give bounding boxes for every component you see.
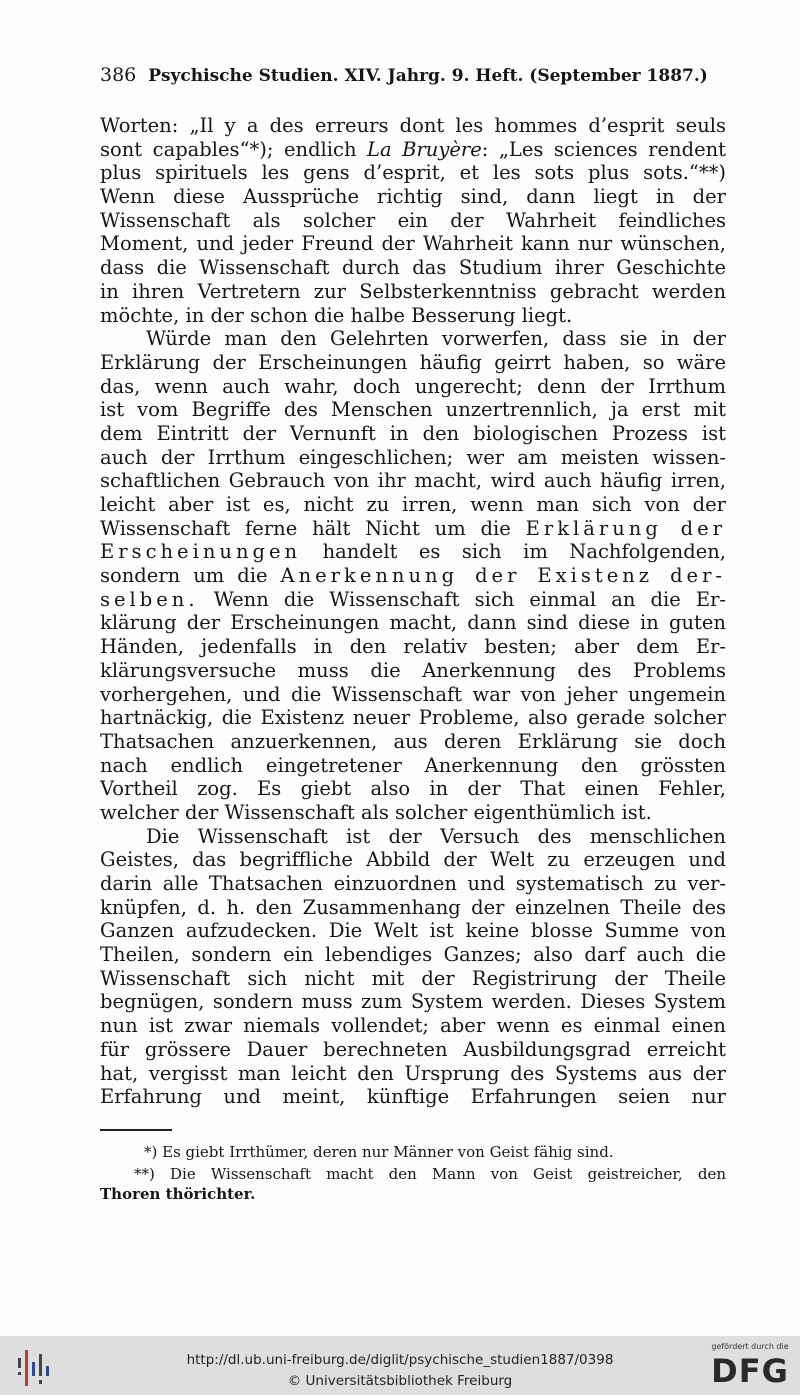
source-url[interactable]: http://dl.ub.uni-freiburg.de/diglit/psychische_studien1887/0398: [186, 1352, 614, 1368]
page-number: 386: [100, 64, 137, 86]
text-line: nach endlich eingetretener Anerkennung den grössten: [100, 753, 726, 777]
library-footer: [0, 1336, 800, 1395]
footnote-1: *) Es giebt Irrthümer, deren nur Männer von Geist fähig sind.: [144, 1143, 614, 1161]
text-line: Die Wissenschaft ist der Versuch des menschlichen: [146, 824, 726, 848]
footnote-2-continuation: Thoren thörichter.: [100, 1185, 256, 1203]
text-line: Erklärung der Erscheinungen häufig geirrt haben, so wäre: [100, 350, 726, 374]
spaced-emphasis: selben.: [100, 587, 199, 611]
text-line: in ihren Vertretern zur Selbsterkenntniss gebracht werden: [100, 279, 726, 303]
text-line: auch der Irrthum eingeschlichen; wer am meisten wissen-: [100, 445, 726, 469]
text-line: Ganzen aufzudecken. Die Welt ist keine blosse Summe von: [100, 919, 726, 943]
text-line: klärung der Erscheinungen macht, dann sind diese in guten: [100, 611, 726, 635]
body-text: [100, 114, 726, 1109]
copyright-notice: © Universitätsbibliothek Freiburg: [287, 1373, 513, 1389]
text-line: Erfahrung und meint, künftige Erfahrungen seien nur: [100, 1085, 726, 1109]
text-line: nun ist zwar niemals vollendet; aber wenn es einmal einen: [100, 1014, 726, 1038]
text-line: möchte, in der schon die halbe Besserung liegt.: [100, 303, 573, 327]
footnote-2: **) Die Wissenschaft macht den Mann von Geist geistreicher, den: [134, 1165, 726, 1183]
text-line: das, wenn auch wahr, doch ungerecht; denn der Irrthum: [100, 374, 726, 398]
text-line: welcher der Wissenschaft als solcher eigenthümlich ist.: [100, 800, 652, 824]
author-name: La Bruyère: [367, 137, 482, 161]
text-line: Händen, jedenfalls in den relativ besten; aber dem Er-: [100, 635, 726, 659]
text-line: Erscheinungen handelt es sich im Nachfolgenden,: [100, 540, 726, 564]
text-line: Thatsachen anzuerkennen, aus deren Erklärung sie doch: [100, 729, 726, 753]
dfg-caption: gefördert durch die: [711, 1342, 789, 1351]
spaced-emphasis: Anerkennung der Existenz der-: [280, 564, 726, 588]
text-line: Vortheil zog. Es giebt also in der That einen Fehler,: [100, 777, 726, 801]
spaced-emphasis: Erklärung der: [525, 516, 726, 540]
text-line: selben. Wenn die Wissenschaft sich einmal an die Er-: [100, 587, 726, 611]
text-line: hat, vergisst man leicht den Ursprung des Systems aus der: [100, 1061, 726, 1085]
text-line: hartnäckig, die Existenz neuer Probleme, also gerade solcher: [100, 706, 726, 730]
text-line: Würde man den Gelehrten vorwerfen, dass sie in der: [146, 327, 726, 351]
text-line: sondern um die Anerkennung der Existenz der-: [100, 564, 726, 588]
spaced-emphasis: Erscheinungen: [100, 540, 302, 564]
text-line: Wissenschaft ferne hält Nicht um die Erklärung der: [100, 516, 726, 540]
text-line: darin alle Thatsachen einzuordnen und systematisch zu ver-: [100, 872, 726, 895]
text-line: knüpfen, d. h. den Zusammenhang der einzelnen Theile des: [100, 895, 726, 919]
text-line: Wissenschaft als solcher ein der Wahrheit feindliches: [100, 208, 726, 232]
text-line: Wissenschaft sich nicht mit der Registrirung der Theile: [100, 966, 726, 990]
text-line: leicht aber ist es, nicht zu irren, wenn man sich von der: [100, 493, 726, 516]
text-line: Moment, und jeder Freund der Wahrheit kann nur wünschen,: [100, 232, 726, 256]
text-line: begnügen, sondern muss zum System werden. Dieses System: [100, 990, 726, 1014]
text-line: schaftlichen Gebrauch von ihr macht, wird auch häufig irren,: [100, 469, 726, 493]
text-line: klärungsversuche muss die Anerkennung des Problems: [100, 658, 726, 682]
text-line: Theilen, sondern ein lebendiges Ganzes; also darf auch die: [100, 943, 726, 967]
dfg-logo: [706, 1342, 794, 1392]
dfg-wordmark: DFG: [711, 1352, 789, 1390]
text-line: vorhergehen, und die Wissenschaft war von jeher ungemein: [100, 682, 726, 706]
text-line: dass die Wissenschaft durch das Studium ihrer Geschichte: [100, 256, 726, 280]
text-line: plus spirituels les gens d’esprit, et les sots plus sots.“**): [100, 161, 726, 185]
text-line: Geistes, das begriffliche Abbild der Welt zu erzeugen und: [100, 848, 726, 872]
footnote-divider: [100, 1129, 172, 1131]
running-header: [100, 64, 724, 86]
text-line: für grössere Dauer berechneten Ausbildungsgrad erreicht: [100, 1037, 726, 1061]
journal-title: Psychische Studien. XIV. Jahrg. 9. Heft. (September 1887.): [148, 66, 708, 86]
text-line: ist vom Begriffe des Menschen unzertrennlich, ja erst mit: [100, 398, 726, 422]
text-line: Worten: „Il y a des erreurs dont les hommes d’esprit seuls: [100, 114, 726, 137]
text-line: Wenn diese Aussprüche richtig sind, dann liegt in der: [100, 185, 726, 209]
text-line: sont capables“*); endlich La Bruyère: „Les sciences rendent: [100, 137, 726, 161]
text-line: dem Eintritt der Vernunft in den biologischen Prozess ist: [100, 421, 726, 445]
